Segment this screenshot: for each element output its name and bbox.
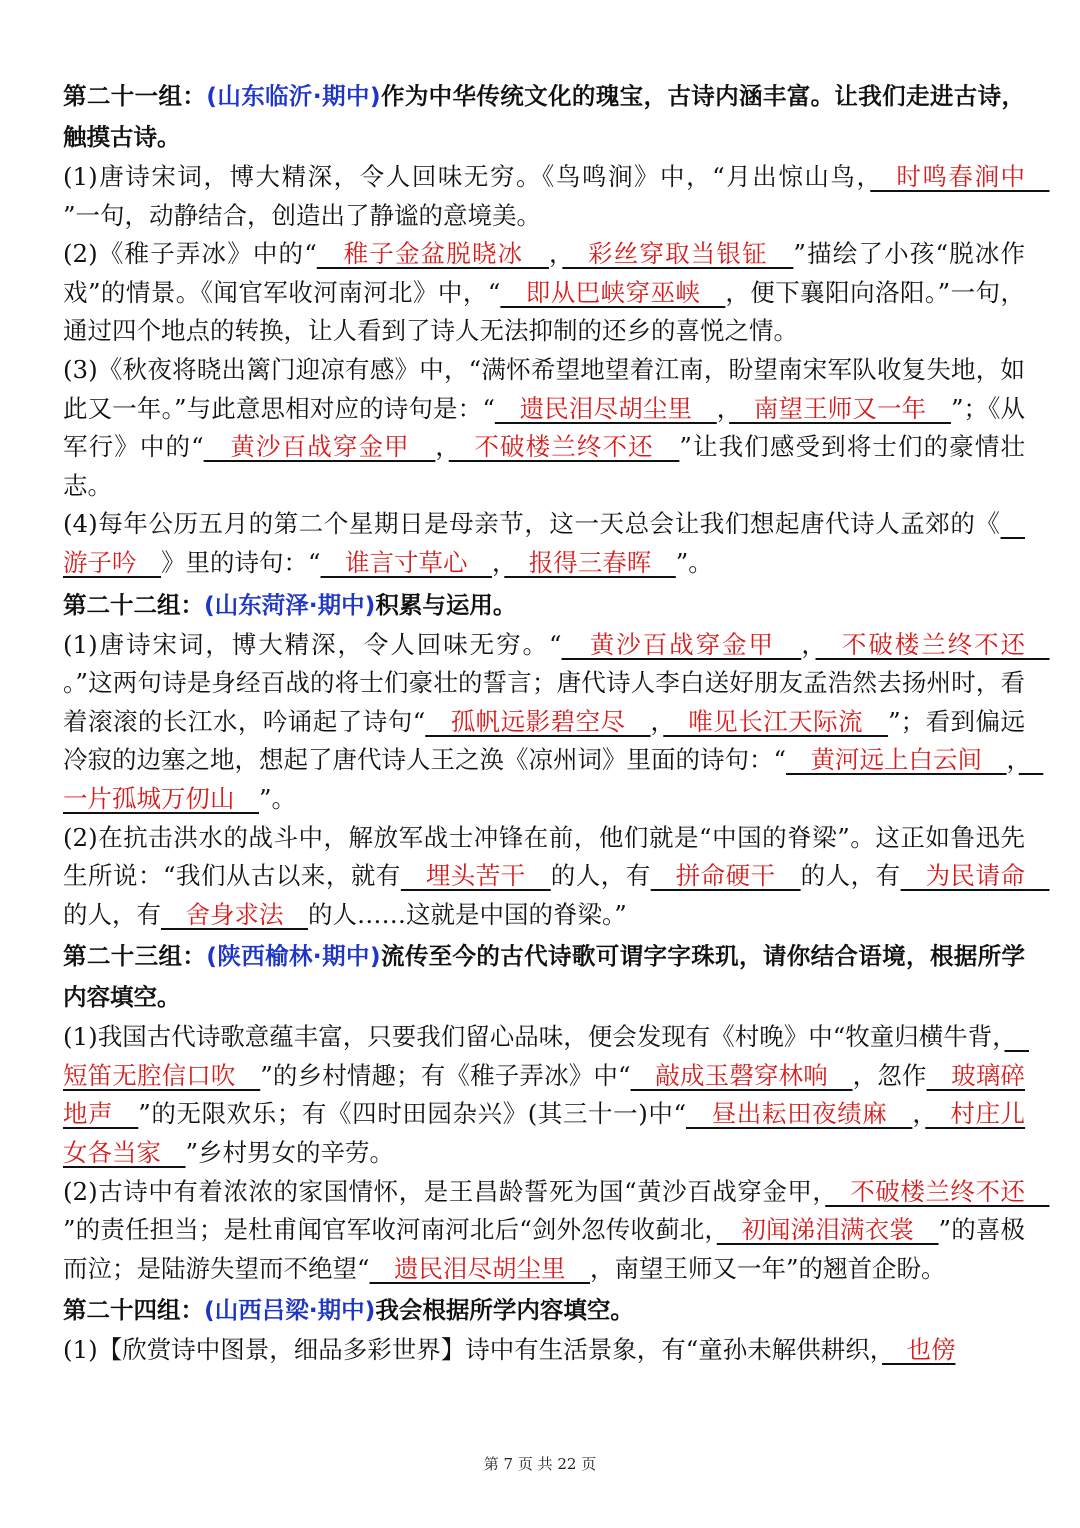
question-22-2: [63, 819, 1050, 935]
question-text: (1)【欣赏诗中图景，细品多彩世界】诗中有生活景象，有“童孙未解供耕织，: [63, 1335, 882, 1365]
group-21-heading: [63, 76, 1025, 158]
answer-blank: 村庄儿女各当家: [63, 1099, 1026, 1168]
question-text: (1)唐诗宋词，博大精深，令人回味无穷。“: [63, 629, 562, 659]
answer-blank: 一片孤城万仞山: [63, 745, 1044, 813]
page-footer: 第 7 页 共 22 页: [483, 1455, 597, 1473]
question-21-1: [63, 158, 1050, 235]
answer-blank: 昼出耘田夜绩麻: [686, 1099, 913, 1129]
group-intro: 流传至今的古代诗歌可谓字字珠玑，请你结合语境，根据所学内容填空。: [63, 942, 1026, 1012]
group-intro: 我会根据所学内容填空。: [375, 1296, 634, 1325]
group-intro: 作为中华传统文化的瑰宝，古诗内涵丰富。让我们走进古诗，触摸古诗。: [63, 82, 1026, 151]
answer-blank: 埋头苦干: [400, 861, 551, 891]
source-tag: (山东临沂·期中): [206, 82, 381, 110]
question-21-4: [63, 505, 1025, 582]
question-23-1: [63, 1018, 1029, 1172]
question-text: (4)每年公历五月的第二个星期日是母亲节，这一天总会让我们想起唐代诗人孟郊的《: [63, 509, 1001, 539]
question-text: ，: [492, 547, 505, 577]
answer-blank: 彩丝穿取当银钲: [562, 239, 794, 269]
answer-blank: 也傍: [881, 1335, 956, 1365]
question-text: ，忽作: [852, 1060, 927, 1090]
question-text: ”的责任担当；是杜甫闻官军收河南河北后“剑外忽传收蓟北，: [63, 1215, 717, 1245]
question-text: ”。: [675, 547, 713, 577]
question-text: ”一句，动静结合，创造出了静谧的意境美。: [63, 200, 542, 230]
answer-blank: 游子吟: [63, 509, 1025, 577]
group-24-heading: [63, 1290, 1025, 1331]
answer-blank: 不破楼兰终不还: [825, 1176, 1050, 1206]
question-text: 。”这两句诗是身经百战的将士们豪壮的誓言；唐代诗人李白送好朋友孟浩然去扬州时，看着滚滚的长江水，吟诵起了诗句“: [63, 668, 1025, 736]
group-23-heading: [63, 936, 1025, 1018]
question-text: ”乡村男女的辛劳。: [185, 1138, 395, 1168]
source-tag: (山东菏泽·期中): [204, 590, 376, 619]
answer-blank: 黄沙百战穿金甲: [561, 629, 802, 659]
question-text: ，: [650, 706, 664, 736]
group-intro: 积累与运用。: [375, 590, 517, 619]
answer-blank: 短笛无腔信口吹: [63, 1022, 1029, 1090]
question-21-2: [63, 235, 1025, 351]
question-text: ”让我们感受到将士们的豪情壮志。: [63, 432, 1026, 500]
answer-blank: 黄沙百战穿金甲: [203, 432, 436, 462]
group-label: 第二十三组：: [63, 942, 207, 971]
question-text: ”的喜极而泣；是陆游失望而不绝望“: [63, 1215, 1025, 1283]
group-label: 第二十四组：: [63, 1296, 204, 1325]
question-text: 》里的诗句：“: [161, 547, 321, 577]
question-22-1: [63, 626, 1050, 819]
question-text: (3)《秋夜将晓出篱门迎凉有感》中，“满怀希望地望着江南，盼望南宋军队收复失地，如此又一年。”与此意思相对应的诗句是：“: [63, 354, 1025, 423]
source-tag: (山西吕梁·期中): [204, 1296, 376, 1325]
question-text: ，南望王师又一年”的翘首企盼。: [590, 1253, 946, 1283]
answer-blank: 黄河远上白云间: [786, 745, 1007, 775]
group-label: 第二十一组：: [63, 82, 207, 110]
question-text: ”的无限欢乐；有《四时田园杂兴》(其三十一)中“: [138, 1099, 687, 1129]
answer-blank: 不破楼兰终不还: [448, 432, 680, 462]
question-text: ，: [435, 432, 449, 462]
worksheet-page: [63, 74, 1050, 1370]
answer-blank: 稚子金盆脱晓冰: [316, 239, 549, 269]
question-text: ，: [801, 629, 816, 659]
question-text: ，: [716, 393, 730, 423]
question-text: ，: [1006, 745, 1019, 775]
question-text: 的人……这就是中国的脊梁。”: [308, 899, 627, 929]
answer-blank: 即从巴峡穿巫峡: [500, 277, 726, 307]
answer-blank: 敲成玉磬穿林响: [630, 1060, 853, 1090]
question-text: ”；看到偏远冷寂的边塞之地，想起了唐代诗人王之涣《凉州词》里面的诗句：“: [63, 706, 1026, 775]
group-label: 第二十二组：: [63, 590, 204, 619]
question-text: ”的乡村情趣；有《稚子弄冰》中“: [260, 1060, 631, 1090]
question-text: ”；《从军行》中的“: [63, 393, 1026, 462]
question-text: ”。: [259, 783, 297, 813]
question-text: 的人，有: [800, 861, 901, 891]
question-text: (2)《稚子弄冰》中的“: [63, 239, 317, 269]
answer-blank: 谁言寸草心: [320, 547, 493, 577]
answer-blank: 舍身求法: [161, 899, 308, 929]
question-24-1: [63, 1331, 1025, 1370]
question-text: (1)唐诗宋词，博大精深，令人回味无穷。《鸟鸣涧》中，“月出惊山鸟，: [63, 162, 871, 191]
question-text: 的人，有: [63, 899, 161, 929]
question-23-2: [63, 1173, 1050, 1289]
group-22-heading: [63, 585, 1025, 626]
question-text: ，: [912, 1099, 926, 1129]
question-text: (1)我国古代诗歌意蕴丰富，只要我们留心品味，便会发现有《村晚》中“牧童归横牛背，: [63, 1022, 1005, 1052]
question-text: ，便下襄阳向洛阳。”一句，通过四个地点的转换，让人看到了诗人无法抑制的还乡的喜悦之情。: [63, 277, 1025, 346]
question-text: ，: [548, 239, 563, 269]
answer-blank: 孤帆远影碧空尽: [425, 706, 651, 736]
answer-blank: 时鸣春涧中: [870, 162, 1050, 191]
answer-blank: 拼命硬干: [650, 861, 801, 891]
question-21-3: [63, 351, 1025, 505]
answer-blank: 玻璃碎地声: [63, 1060, 1026, 1129]
answer-blank: 不破楼兰终不还: [815, 629, 1050, 659]
answer-blank: 初闻涕泪满衣裳: [716, 1215, 939, 1245]
answer-blank: 遗民泪尽胡尘里: [369, 1253, 591, 1283]
answer-blank: 遗民泪尽胡尘里: [494, 393, 717, 423]
question-text: 的人，有: [550, 861, 651, 891]
source-tag: (陕西榆林·期中): [206, 942, 381, 971]
question-text: ”描绘了小孩“脱冰作戏”的情景。《闻官军收河南河北》中，“: [63, 239, 1025, 307]
answer-blank: 为民请命: [900, 861, 1050, 891]
question-text: (2)古诗中有着浓浓的家国情怀，是王昌龄誓死为国“黄沙百战穿金甲，: [63, 1176, 826, 1206]
answer-blank: 南望王师又一年: [729, 393, 951, 423]
answer-blank: 报得三春晖: [504, 547, 676, 577]
answer-blank: 唯见长江天际流: [663, 706, 889, 736]
question-text: (2)在抗击洪水的战斗中，解放军战士冲锋在前，他们就是“中国的脊梁”。这正如鲁迅先生所说：“我们从古以来，就有: [63, 822, 1025, 891]
